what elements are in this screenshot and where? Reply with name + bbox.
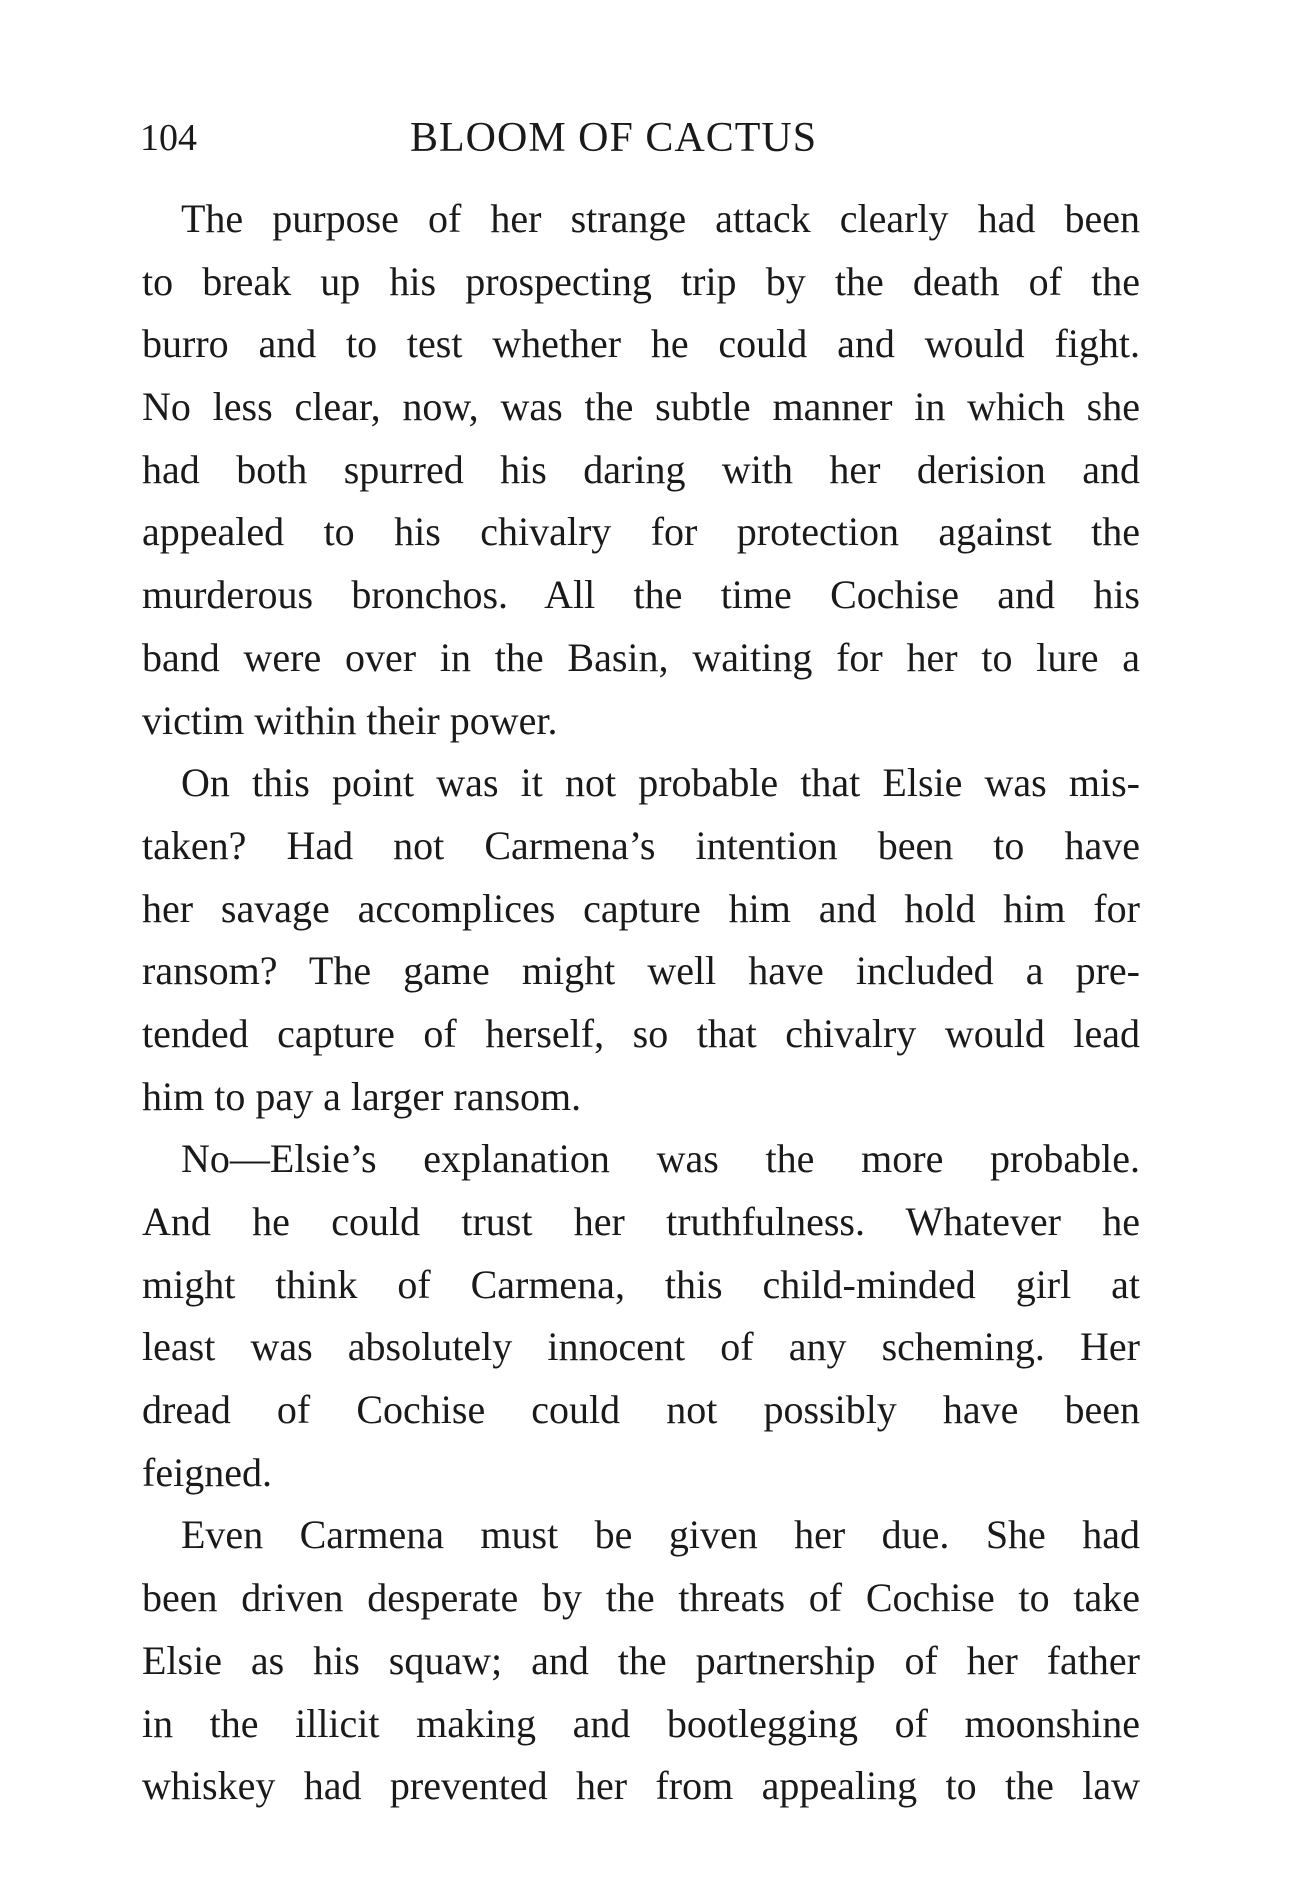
text-line: him to pay a larger ransom. [142,1073,582,1119]
text-line: band were over in the Basin, waiting for her to lure a [142,634,1140,680]
text-line: Even Carmena must be given her due. She had [181,1512,1140,1558]
text-line: been driven desperate by the threats of Cochise to take [142,1575,1140,1621]
text-line: whiskey had prevented her from appealing to the law [142,1763,1140,1809]
text-line: to break up his prospecting trip by the death of the [142,258,1140,304]
page-number: 104 [140,117,197,159]
text-line: Elsie as his squaw; and the partnership of her father [142,1637,1140,1683]
paragraph-3 [142,1128,1140,1504]
text-line: feigned. [142,1449,272,1495]
text-line: And he could trust her truthfulness. Whatever he [142,1199,1140,1244]
text-line: burro and to test whether he could and would fight. [142,321,1140,367]
paragraph-4 [142,1504,1140,1817]
running-head [140,108,1140,168]
body-text [142,188,1140,1818]
text-line: had both spurred his daring with her derision and [142,446,1140,492]
text-line: might think of Carmena, this child-minded girl at [142,1261,1140,1307]
paragraph-1 [142,188,1140,752]
text-line: taken? Had not Carmena’s intention been to have [142,822,1140,868]
text-line: appealed to his chivalry for protection against the [142,509,1140,555]
text-line: tended capture of herself, so that chivalry would lead [142,1010,1140,1056]
text-line: The purpose of her strange attack clearly had been [181,196,1140,241]
text-line: in the illicit making and bootlegging of moonshine [142,1700,1140,1746]
book-title: BLOOM OF CACTUS [410,115,818,161]
text-line: ransom? The game might well have included a pre- [142,948,1140,994]
text-line: least was absolutely innocent of any scheming. Her [142,1324,1140,1370]
text-line: No less clear, now, was the subtle manner in which she [142,384,1140,430]
text-line: her savage accomplices capture him and hold him for [142,885,1140,931]
text-line: victim within their power. [142,697,558,743]
paragraph-2 [142,752,1140,1128]
text-line: murderous bronchos. All the time Cochise and his [142,572,1140,618]
text-line: On this point was it not probable that Elsie was mis- [181,760,1140,806]
text-line: No—Elsie’s explanation was the more probable. [181,1136,1140,1182]
text-line: dread of Cochise could not possibly have been [142,1387,1140,1433]
